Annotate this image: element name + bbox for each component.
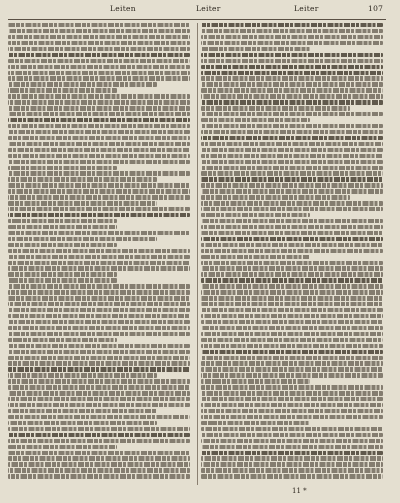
text-line (201, 41, 383, 45)
text-line (8, 106, 190, 110)
text-line (8, 397, 190, 401)
text-line (8, 296, 190, 300)
text-line (201, 237, 383, 241)
center-running-head: Leiter (196, 4, 221, 13)
text-line (8, 243, 117, 247)
text-line (201, 266, 383, 270)
text-line (8, 225, 117, 229)
text-line (201, 35, 383, 39)
text-line (201, 320, 383, 324)
text-line (8, 130, 190, 134)
text-line (201, 59, 383, 63)
right-running-head: Leiter (294, 4, 319, 13)
text-line (8, 261, 190, 265)
left-running-head: Leiten (110, 4, 136, 13)
text-line (201, 290, 383, 294)
text-line (201, 225, 383, 229)
text-line (201, 106, 350, 110)
text-line (8, 249, 190, 253)
text-line (201, 451, 383, 455)
text-line (201, 124, 383, 128)
text-line (8, 350, 190, 354)
text-line (201, 338, 383, 342)
text-line (201, 255, 310, 259)
text-line (201, 397, 383, 401)
signature-mark: 11 * (292, 487, 307, 495)
text-line (8, 255, 190, 259)
text-line (8, 183, 190, 187)
text-line (8, 35, 190, 39)
text-line (8, 237, 157, 241)
text-line (201, 65, 383, 69)
header-rule (8, 19, 386, 20)
text-line (8, 427, 190, 431)
text-line (8, 445, 117, 449)
text-line (8, 433, 190, 437)
text-line (201, 272, 383, 276)
text-line (201, 308, 383, 312)
text-line (201, 474, 383, 478)
text-line (8, 415, 190, 419)
text-line (8, 272, 117, 276)
text-line (8, 462, 190, 466)
text-line (201, 421, 310, 425)
text-line (201, 439, 383, 443)
text-line (8, 219, 117, 223)
text-line (8, 468, 190, 472)
text-line (8, 118, 190, 122)
text-line (201, 344, 383, 348)
text-line (201, 391, 383, 395)
text-line (201, 171, 383, 175)
text-line (201, 142, 383, 146)
text-line (201, 296, 383, 300)
text-line (201, 213, 310, 217)
text-line (201, 136, 383, 140)
text-line (201, 189, 383, 193)
text-line (201, 249, 383, 253)
text-line (201, 100, 383, 104)
text-line (201, 332, 383, 336)
text-line (8, 231, 190, 235)
text-line (201, 195, 350, 199)
text-line (201, 373, 383, 377)
text-line (8, 29, 190, 33)
text-column-left (8, 23, 190, 485)
text-line (201, 427, 383, 431)
text-line (201, 433, 383, 437)
text-line (8, 344, 190, 348)
text-line (8, 379, 190, 383)
text-line (8, 100, 190, 104)
text-line (201, 183, 383, 187)
text-line (8, 290, 190, 294)
text-line (8, 308, 190, 312)
text-line (8, 207, 190, 211)
text-line (8, 23, 190, 27)
text-line (8, 148, 190, 152)
text-line (201, 207, 383, 211)
text-line (201, 219, 383, 223)
text-line (201, 76, 383, 80)
text-line (8, 166, 117, 170)
text-line (201, 53, 383, 57)
text-line (8, 302, 190, 306)
text-line (201, 201, 383, 205)
text-line (201, 23, 383, 27)
text-line (8, 47, 190, 51)
text-line (201, 29, 383, 33)
text-line (8, 266, 190, 270)
text-line (201, 385, 383, 389)
text-line (8, 391, 190, 395)
text-line (201, 47, 310, 51)
text-line (8, 409, 157, 413)
text-line (8, 195, 190, 199)
text-line (8, 421, 157, 425)
text-line (8, 154, 190, 158)
column-divider (197, 23, 198, 485)
text-line (201, 88, 383, 92)
text-line (8, 136, 190, 140)
text-line (8, 439, 190, 443)
page-footer (0, 487, 400, 497)
text-line (8, 65, 190, 69)
text-line (8, 456, 190, 460)
text-line (8, 59, 190, 63)
text-line (8, 332, 190, 336)
text-line (8, 403, 190, 407)
text-line (8, 171, 190, 175)
text-line (8, 41, 190, 45)
page-header (0, 4, 400, 18)
text-line (201, 148, 383, 152)
text-line (8, 451, 190, 455)
text-line (201, 231, 383, 235)
text-line (201, 261, 383, 265)
text-line (8, 88, 117, 92)
text-line (8, 76, 190, 80)
text-line (201, 415, 383, 419)
text-line (201, 367, 383, 371)
text-line (201, 456, 383, 460)
text-line (201, 154, 383, 158)
text-line (201, 462, 383, 466)
text-line (201, 118, 310, 122)
text-line (8, 278, 117, 282)
text-line (201, 278, 383, 282)
text-line (201, 130, 383, 134)
text-line (201, 314, 383, 318)
text-line (201, 160, 383, 164)
text-line (201, 468, 383, 472)
text-line (8, 373, 157, 377)
text-line (201, 82, 383, 86)
text-line (8, 71, 190, 75)
text-line (8, 326, 190, 330)
text-line (201, 350, 383, 354)
text-line (8, 284, 190, 288)
text-line (201, 361, 383, 365)
text-line (8, 160, 190, 164)
text-line (201, 71, 383, 75)
text-line (201, 356, 383, 360)
text-line (8, 320, 190, 324)
text-line (8, 314, 190, 318)
text-line (8, 474, 190, 478)
text-line (8, 112, 190, 116)
text-line (201, 326, 383, 330)
page-number: 107 (368, 4, 384, 13)
text-line (8, 53, 190, 57)
text-column-right (201, 23, 383, 485)
text-line (201, 284, 383, 288)
text-line (201, 445, 383, 449)
text-line (8, 82, 157, 86)
text-line (201, 177, 383, 181)
text-line (8, 177, 157, 181)
text-line (8, 361, 190, 365)
text-line (201, 94, 383, 98)
text-line (8, 385, 190, 389)
text-line (201, 243, 383, 247)
text-line (8, 213, 190, 217)
text-line (8, 94, 190, 98)
text-line (8, 356, 190, 360)
text-line (201, 379, 310, 383)
text-line (8, 142, 190, 146)
text-line (8, 201, 157, 205)
text-line (8, 189, 190, 193)
text-line (201, 409, 383, 413)
text-line (8, 338, 117, 342)
text-line (201, 302, 383, 306)
text-line (8, 124, 190, 128)
text-line (201, 112, 383, 116)
text-line (201, 403, 383, 407)
text-line (8, 367, 190, 371)
text-line (201, 166, 383, 170)
